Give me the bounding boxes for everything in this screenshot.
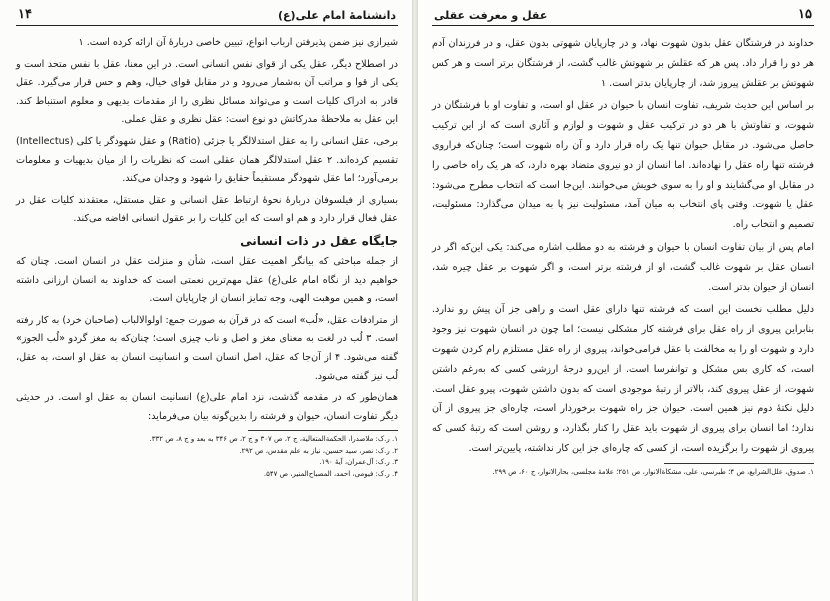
paragraph: از جمله مباحثی که بیانگر اهمیت عقل است، شأن و منزلت عقل در انسان است. چنان که خواهیم دید از نگاه امام علی(ع) عقل مهم‌ترین نعمتی است که خداوند به انسان ارزانی داشته است، و همین موهبت الهی، وجه تمایز انسان از چارپایان است.	[16, 255, 398, 305]
left-page-header	[16, 6, 398, 26]
paragraph: همان‌طور که در مقدمه گذشت، نزد امام علی(ع) انسانیت انسان به عقل او است. در حدیثی دیگر تفاوت انسان، حیوان و فرشته را بدین‌گونه بیان می‌فرماید:	[16, 392, 398, 422]
paragraph: خداوند در فرشتگان عقل بدون شهوت نهاد، و در چارپایان شهوتی بدون عقل، و در فرزندان آدم هر دو را قرار داد. پس هر که عقلش بر شهوتش غالب گشت، از فرشتگان برتر است و هر کس شهوتش بر عقلش پیروز شد، از چارپایان بدتر است. ۱	[432, 38, 814, 89]
paragraph: برخی، عقل انسانی را به عقل استدلالگر یا جزئی (Ratio) و عقل شهودگر یا کلی (Intellectus) تقسیم کرده‌اند. ۲ عقل استدلالگر همان عقلی است که نظریات را از میان بدیهیات و معلومات برمی‌آورد؛ اما عقل شهودگر مستقیماً حقایق را شهود و وجدان می‌کند.	[16, 135, 398, 185]
footnote: ۴. ر.ک: فیومی، احمد، المصباح‌المنیر، ص ۵۴۷.	[263, 469, 398, 478]
footnote: ۱. ر.ک: ملاصدرا، الحکمة‌المتعالیة، ج ۲، ص ۳۰۷ و ج ۲، ص ۳۴۶ به بعد و ج ۸، ص ۳۳۲.	[149, 435, 398, 444]
left-page-body	[16, 34, 398, 426]
right-page-body	[432, 34, 814, 459]
left-page-number: ۱۴	[18, 7, 32, 22]
right-footnotes	[432, 467, 814, 479]
paragraph: بر اساس این حدیث شریف، تفاوت انسان با حیوان در عقل او است، و تفاوت او با فرشتگان در شهوت، و تفاوتش با هر دو در ترکیب عقل و شهوت و لوازم و آثاری است که از این ترکیب حاصل می‌شود. در مقابل حیوان تنها یک راه قرار دارد و آن راه شهوت است؛ چنان‌که فراروی فرشته تنها راه عقل را نهاده‌اند. اما انسان از دو نیروی متضاد بهره دارد، که هر یک راه خاصی را در مقابل او می‌گشایند و او را به سوی خویش می‌خوانند. این‌جا است که انتخاب مطرح می‌شود: عقل یا شهوت. وقتی پای انتخاب به میان آمد، مسئولیت نیز پا به میدان می‌گذارد: مسئولیت، تصمیم و انتخاب راه.	[432, 100, 814, 231]
right-page	[418, 0, 830, 601]
footnote: ۲. ر.ک: نصر، سید حسین، نیاز به علم مقدس، ص ۲۹۲.	[239, 446, 398, 455]
footnote: ۱. صدوق، علل‌الشرایع، ص ۴؛ طبرسی، علی، مشکاة‌الانوار، ص ۲۵۱؛ علامهٔ مجلسی، بحارالانوار، ج ۶۰، ص ۲۹۹.	[492, 467, 814, 476]
footnote: ۳. ر.ک: آل‌عمران، آیهٔ ۱۹۰.	[319, 458, 398, 467]
left-footnotes	[16, 434, 398, 480]
right-running-head: عقل و معرفت عقلی	[434, 9, 548, 22]
paragraph: بسیاری از فیلسوفان دربارهٔ نحوهٔ ارتباط عقل انسانی و عقل مستقل، معتقدند کلیات عقل در عقل فعال قرار دارد و هم او است که این کلیات را بر عقول انسانی افاضه می‌کند.	[16, 194, 398, 225]
left-running-head: دانشنامهٔ امام علی(ع)	[278, 9, 396, 22]
right-page-number: ۱۵	[798, 7, 812, 22]
paragraph: شیرازی نیز ضمن پذیرفتن ارباب انواع، تبیین خاصی دربارهٔ آن ارائه کرده است. ۱	[78, 37, 398, 48]
footnote-rule	[248, 430, 398, 431]
paragraph: از مترادفات عقل، «لُب» است که در قرآن به صورت جمع: اولوالالباب (صاحبان خرد) به کار رفته است. ۳ لُب در لغت به معنای مغز و اصل و ناب چیزی است؛ چنان‌که به مغز گردو «لُب الجوز» گفته می‌شود. ۴ از آن‌جا که عقل، اصل انسان است و انسانیت انسان به عقل او است، به عقل، لُب نیز گفته می‌شود.	[16, 314, 398, 382]
paragraph: دلیل مطلب نخست این است که فرشته تنها دارای عقل است و راهی جز آن پیش رو ندارد. بنابراین پیروی از راه عقل برای فرشته کار مشکلی نیست؛ اما چون در انسان شهوت نیز وجود دارد و شهوت او را به مخالفت با عقل فرامی‌خواند، پیروی از راه عقل مستلزم رام کردن شهوت است، که کاری بس مشکل و توانفرسا است. از این‌رو درجهٔ ارزشی کسی که به‌رغم داشتن شهوت، از عقل پیروی کند، بالاتر از رتبهٔ موجودی است که بدون داشتن شهوت، پیرو عقل است. دلیل نکتهٔ دوم نیز همین است. حیوان جز راه شهوت برخوردار است، چاره‌ای جز پیروی از آن ندارد؛ اما انسان برای پیروی از شهوت باید عقل را کنار بگذارد، و روشن است که رتبهٔ کسی که پیروی از شهوت را برگزیده است، از کسی که چاره‌ای جز این کار نداشته، پایین‌تر است.	[432, 304, 814, 454]
left-page	[0, 0, 412, 601]
paragraph: امام پس از بیان تفاوت انسان با حیوان و فرشته به دو مطلب اشاره می‌کند: یکی این‌که اگر در انسان عقل بر شهوت غالب گشت، او از فرشته برتر است، و اگر شهوت بر عقل چیره شد، انسان از حیوان بدتر است.	[432, 241, 814, 293]
footnote-rule	[664, 463, 814, 464]
right-page-header	[432, 6, 814, 26]
section-title: جایگاه عقل در ذات انسانی	[240, 233, 398, 248]
paragraph: در اصطلاح دیگر، عقل یکی از قوای نفس انسانی است. در این معنا، عقل با نفس متحد است و یکی از قوا و مراتب آن به‌شمار می‌رود و در مقابل قوای خیال، وهم و حس قرار می‌گیرد. عقل قادر به ادراک کلیات است و می‌تواند مسائل نظری را از مقدمات بدیهی و معلوم استنباط کند. این عقل به ملاحظهٔ مدرکاتش دو نوع است: عقل نظری و عقل عملی.	[16, 58, 398, 126]
